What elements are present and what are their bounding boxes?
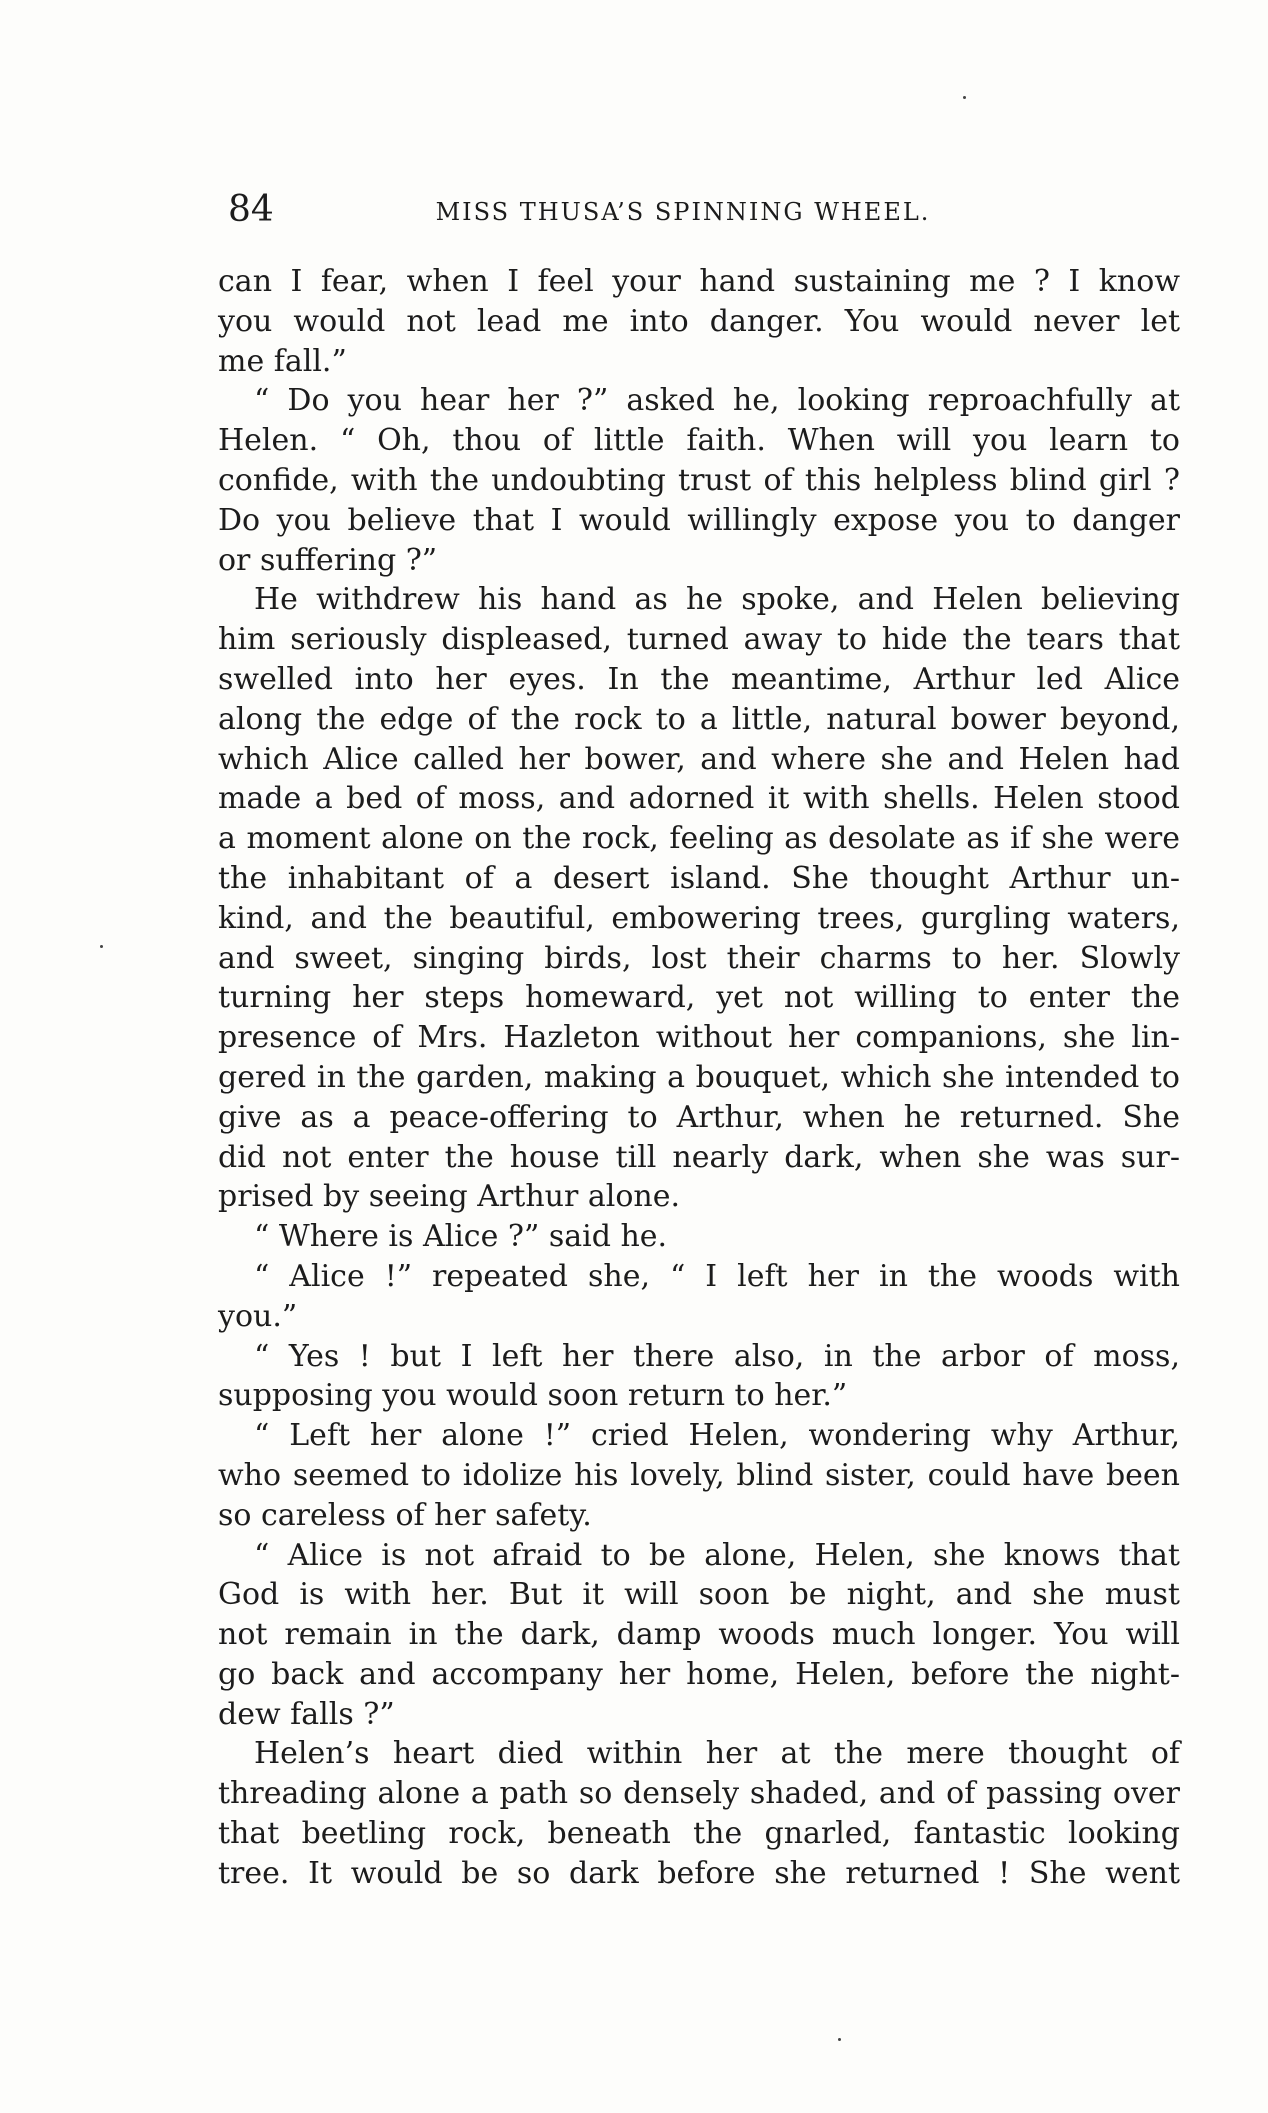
text-line: so careless of her safety. [218,1497,592,1533]
text-line: did not enter the house till nearly dark, when she was sur- [218,1139,1180,1175]
page-number: 84 [228,189,274,230]
text-line: “ Left her alone !” cried Helen, wondering why Arthur, [254,1418,1180,1454]
page-speck [838,2038,841,2041]
text-line: God is with her. But it will soon be night, and she must [218,1577,1180,1613]
text-line: can I fear, when I feel your hand sustaining me ? I know [218,264,1180,299]
text-line: “ Alice !” repeated she, “ I left her in the woods with [254,1258,1180,1294]
text-line: him seriously displeased, turned away to hide the tears that [218,622,1180,658]
text-line: or suffering ?” [218,542,438,578]
text-line: threading alone a path so densely shaded, and of passing over [218,1776,1180,1812]
text-line: presence of Mrs. Hazleton without her companions, she lin- [218,1020,1180,1056]
page-speck [963,96,966,99]
text-line: prised by seeing Arthur alone. [218,1179,681,1215]
text-line: swelled into her eyes. In the meantime, Arthur led Alice [218,661,1180,697]
text-line: turning her steps homeward, yet not willing to enter the [218,980,1180,1016]
running-title: MISS THUSA’S SPINNING WHEEL. [435,198,931,226]
text-line: “ Yes ! but I left her there also, in the arbor of moss, [254,1338,1180,1374]
text-line: “ Where is Alice ?” said he. [254,1219,668,1255]
text-line: Do you believe that I would willingly expose you to danger [218,502,1180,538]
text-line: Helen’s heart died within her at the mere thought of [254,1736,1180,1772]
text-line: along the edge of the rock to a little, natural bower beyond, [218,701,1180,737]
text-line: you would not lead me into danger. You would never let [218,303,1180,339]
text-line: He withdrew his hand as he spoke, and Helen believing [254,582,1180,618]
body-text [218,262,1180,1894]
text-line: who seemed to idolize his lovely, blind sister, could have been [218,1457,1180,1493]
text-line: that beetling rock, beneath the gnarled, fantastic looking [218,1816,1180,1852]
text-line: confide, with the undoubting trust of this helpless blind girl ? [218,462,1180,498]
text-line: me fall.” [218,343,347,379]
text-line: which Alice called her bower, and where she and Helen had [218,741,1180,777]
text-line: made a bed of moss, and adorned it with shells. Helen stood [218,781,1180,817]
text-line: “ Alice is not afraid to be alone, Helen, she knows that [254,1537,1180,1573]
text-line: Helen. “ Oh, thou of little faith. When will you learn to [218,423,1180,459]
text-line: go back and accompany her home, Helen, before the night- [218,1656,1180,1692]
text-line: supposing you would soon return to her.” [218,1378,848,1414]
text-line: gered in the garden, making a bouquet, which she intended to [218,1059,1180,1095]
text-line: tree. It would be so dark before she returned ! She went [218,1855,1180,1891]
text-line: you.” [218,1298,298,1334]
page-header [218,188,1148,236]
text-line: and sweet, singing birds, lost their charms to her. Slowly [218,940,1180,976]
text-line: “ Do you hear her ?” asked he, looking reproachfully at [254,383,1180,419]
text-line: dew falls ?” [218,1696,395,1732]
text-line: the inhabitant of a desert island. She thought Arthur un- [218,860,1180,896]
text-line: a moment alone on the rock, feeling as desolate as if she were [218,821,1180,857]
text-line: kind, and the beautiful, embowering trees, gurgling waters, [218,900,1180,936]
text-line: not remain in the dark, damp woods much longer. You will [218,1617,1180,1653]
page-speck [100,945,103,948]
text-line: give as a peace-offering to Arthur, when he returned. She [218,1099,1180,1135]
